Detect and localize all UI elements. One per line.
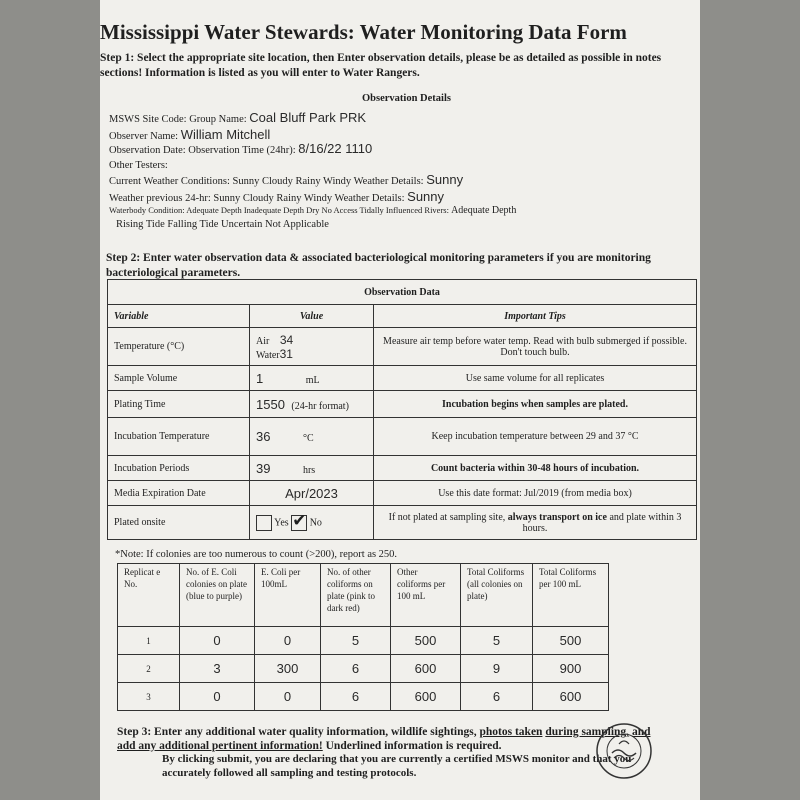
plated-onsite-row — [108, 506, 697, 540]
incubation-periods-label: Incubation Periods — [108, 456, 250, 481]
other-colonies: 6 — [321, 655, 391, 683]
other-testers-label: Other Testers: — [109, 160, 168, 171]
site-label: MSWS Site Code: Group Name: — [109, 114, 247, 125]
table-row — [118, 627, 609, 655]
rep-header-total-colonies: Total Coliforms (all colonies on plate) — [461, 564, 533, 627]
plating-time-value — [250, 391, 374, 418]
sample-volume-label: Sample Volume — [108, 366, 250, 391]
previous-weather-label: Weather previous 24-hr: Sunny Cloudy Rainy Windy Weather Details: — [109, 193, 405, 204]
replicates-header-row — [118, 564, 609, 627]
ecoli-colonies: 3 — [180, 655, 255, 683]
ecoli-colonies: 0 — [180, 627, 255, 655]
sample-volume-value — [250, 366, 374, 391]
observer-label: Observer Name: — [109, 131, 179, 142]
previous-weather-value: Sunny — [407, 189, 445, 204]
observation-details-heading: Observation Details — [362, 93, 451, 104]
header-tips: Important Tips — [374, 305, 697, 328]
incubation-temperature-number: 36 — [256, 429, 271, 444]
plated-tip-prefix: If not plated at sampling site, — [388, 511, 506, 523]
plated-tip-bold: always transport on ice — [507, 511, 607, 523]
media-expiration-value — [250, 481, 374, 506]
sample-volume-number: 1 — [256, 370, 264, 386]
plated-onsite-value — [250, 506, 374, 540]
step2-instructions: Step 2: Enter water observation data & associated bacteriological monitoring parameters if you are monitoring bacteriological parameters. — [106, 252, 651, 279]
media-expiration-date: Apr/2023 — [285, 485, 338, 501]
total-per-100ml: 500 — [533, 627, 609, 655]
data-form-sheet — [100, 0, 700, 800]
sample-volume-unit: mL — [305, 374, 320, 386]
step3-instructions — [117, 725, 657, 753]
current-weather-line — [109, 172, 463, 187]
incubation-temperature-tip: Keep incubation temperature between 29 and 37 °C — [374, 418, 697, 456]
incubation-periods-row — [108, 456, 697, 481]
air-value: 34 — [279, 332, 294, 347]
temperature-label: Temperature (°C) — [108, 328, 250, 366]
media-expiration-row — [108, 481, 697, 506]
water-value: 31 — [279, 346, 293, 361]
checkmark-icon: ✔ — [292, 510, 307, 531]
observation-data-table — [107, 279, 697, 540]
temperature-tip: Measure air temp before water temp. Read with bulb submerged if possible. Don't touch bulb. — [374, 328, 697, 366]
step3-suffix: Underlined information is required. — [325, 740, 502, 752]
plated-onsite-label: Plated onsite — [108, 506, 250, 540]
ecoli-per-100ml: 300 — [255, 655, 321, 683]
other-colonies: 6 — [321, 683, 391, 711]
replicate-number: 1 — [118, 627, 180, 655]
plating-time-number: 1550 — [256, 396, 285, 412]
date-label: Observation Date: Observation Time (24hr): — [109, 145, 296, 156]
total-colonies: 9 — [461, 655, 533, 683]
incubation-temperature-row — [108, 418, 697, 456]
sample-volume-tip: Use same volume for all replicates — [374, 366, 697, 391]
plated-tip-suffix: and plate within 3 hours. — [522, 511, 682, 534]
no-label: No — [309, 516, 322, 528]
replicates-table — [117, 563, 609, 711]
rep-header-other-per-100ml: Other coliforms per 100 mL — [391, 564, 461, 627]
total-colonies: 5 — [461, 627, 533, 655]
rep-header-ecoli-colonies: No. of E. Coli colonies on plate (blue to purple) — [180, 564, 255, 627]
air-label: Air — [256, 335, 270, 347]
current-weather-label: Current Weather Conditions: Sunny Cloudy Rainy Windy Weather Details: — [109, 176, 424, 187]
media-expiration-tip: Use this date format: Jul/2019 (from media box) — [374, 481, 697, 506]
step3-during: during sampling, — [545, 726, 630, 738]
other-per-100ml: 500 — [391, 627, 461, 655]
step3-prefix: Step 3: Enter any additional water quality information, wildlife sightings, — [117, 726, 477, 738]
step1-instructions: Step 1: Select the appropriate site location, then Enter observation details, please be as detailed as possible in notes sections! Information is listed as you will enter to Water Rangers. — [100, 52, 662, 79]
date-line — [109, 141, 372, 156]
total-per-100ml: 900 — [533, 655, 609, 683]
rep-header-ecoli-per-100ml: E. Coli per 100mL — [255, 564, 321, 627]
form-title: Mississippi Water Stewards: Water Monitoring Data Form — [100, 20, 627, 44]
current-weather-value: Sunny — [426, 172, 464, 187]
sample-volume-row — [108, 366, 697, 391]
observer-value: William Mitchell — [180, 127, 271, 142]
replicate-number: 2 — [118, 655, 180, 683]
incubation-temperature-unit: °C — [302, 433, 314, 444]
yes-checkbox[interactable] — [256, 515, 272, 531]
msws-logo — [595, 722, 653, 780]
incubation-periods-tip: Count bacteria within 30-48 hours of incubation. — [374, 456, 697, 481]
temperature-value — [250, 328, 374, 366]
rep-header-replicate: Replicat e No. — [118, 564, 180, 627]
ecoli-colonies: 0 — [180, 683, 255, 711]
plating-time-row — [108, 391, 697, 418]
ecoli-per-100ml: 0 — [255, 683, 321, 711]
incubation-temperature-value — [250, 418, 374, 456]
replicate-number: 3 — [118, 683, 180, 711]
site-line — [109, 110, 366, 125]
table-row — [118, 683, 609, 711]
other-per-100ml: 600 — [391, 683, 461, 711]
incubation-temperature-label: Incubation Temperature — [108, 418, 250, 456]
incubation-periods-value — [250, 456, 374, 481]
total-colonies: 6 — [461, 683, 533, 711]
plating-time-label: Plating Time — [108, 391, 250, 418]
declaration-text: By clicking submit, you are declaring that you are currently a certified MSWS monitor and that you accurately followed all sampling and testing protocols. — [162, 753, 632, 779]
incubation-periods-number: 39 — [256, 460, 271, 476]
water-label: Water — [256, 349, 280, 361]
waterbody-label: Waterbody Condition: Adequate Depth Inadequate Depth Dry No Access Tidally Influenced Rivers: — [109, 205, 449, 215]
media-expiration-label: Media Expiration Date — [108, 481, 250, 506]
date-value: 8/16/22 1110 — [298, 141, 373, 156]
header-value: Value — [250, 305, 374, 328]
rep-header-other-colonies: No. of other coliforms on plate (pink to dark red) — [321, 564, 391, 627]
other-per-100ml: 600 — [391, 655, 461, 683]
previous-weather-line — [109, 189, 444, 204]
tide-line: Rising Tide Falling Tide Uncertain Not Applicable — [116, 219, 329, 230]
plated-onsite-tip — [374, 506, 697, 540]
rep-header-total-per-100ml: Total Coliforms per 100 mL — [533, 564, 609, 627]
waterbody-value: Adequate Depth — [451, 205, 517, 216]
incubation-periods-unit: hrs — [302, 464, 316, 476]
colony-count-note: *Note: If colonies are too numerous to count (>200), report as 250. — [115, 549, 398, 560]
table-row — [118, 655, 609, 683]
plating-time-unit: (24-hr format) — [291, 400, 349, 412]
other-colonies: 5 — [321, 627, 391, 655]
ecoli-per-100ml: 0 — [255, 627, 321, 655]
observer-line — [109, 127, 270, 142]
waterbody-line — [109, 205, 516, 216]
temperature-row — [108, 328, 697, 366]
observation-table-caption: Observation Data — [108, 280, 697, 305]
plating-time-tip: Incubation begins when samples are plated. — [374, 391, 697, 418]
yes-label: Yes — [274, 516, 289, 528]
total-per-100ml: 600 — [533, 683, 609, 711]
header-variable: Variable — [108, 305, 250, 328]
site-value: Coal Bluff Park PRK — [249, 110, 367, 125]
no-checkbox[interactable] — [291, 510, 307, 531]
step3-photos: photos taken — [479, 726, 543, 738]
step3-additional: and add any additional pertinent information! — [117, 726, 651, 752]
